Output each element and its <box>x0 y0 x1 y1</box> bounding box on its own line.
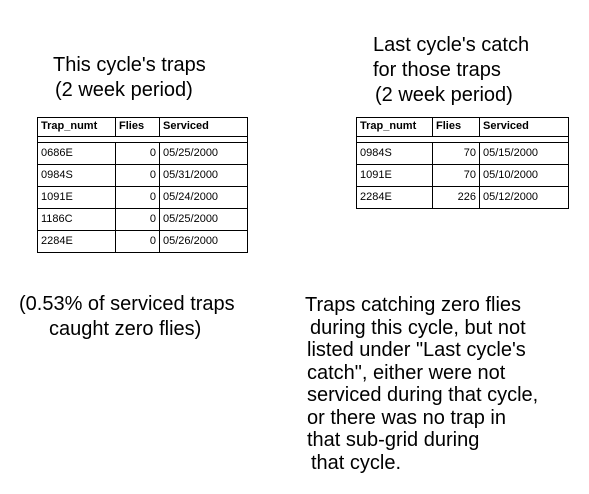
trap-number-cell: 1091E <box>357 165 433 186</box>
table-header <box>357 118 568 137</box>
flies-cell: 0 <box>116 143 160 164</box>
heading-line: for those traps <box>373 59 501 81</box>
trap-number-cell: 1186C <box>38 209 116 230</box>
flies-cell: 226 <box>433 187 480 208</box>
table-row[interactable] <box>38 231 247 252</box>
last-cycle-heading <box>373 33 529 108</box>
column-header-serviced[interactable]: Serviced <box>163 120 209 132</box>
note-line: Traps catching zero flies <box>305 294 522 316</box>
trap-number-cell: 2284E <box>357 187 433 208</box>
note-line: listed under "Last cycle's <box>307 339 526 361</box>
column-header-serviced[interactable]: Serviced <box>483 120 529 132</box>
note-line: (0.53% of serviced traps <box>19 293 235 315</box>
trap-number-cell: 0984S <box>38 165 116 186</box>
serviced-date-cell: 05/26/2000 <box>163 235 219 247</box>
column-header-flies[interactable]: Flies <box>433 118 480 136</box>
note-line: or there was no trap in <box>307 406 506 429</box>
trap-number-cell: 2284E <box>38 231 116 252</box>
note-line: serviced during that cycle, <box>307 384 539 406</box>
heading-line: Last cycle's catch <box>373 34 530 56</box>
flies-cell: 0 <box>116 209 160 230</box>
table-row[interactable] <box>38 209 247 231</box>
this-cycle-heading <box>53 53 206 103</box>
table-row[interactable] <box>357 143 568 165</box>
heading-line: (2 week period) <box>375 84 513 106</box>
column-header-trap-number[interactable]: Trap_numt <box>38 118 116 136</box>
this-cycle-traps-table <box>37 117 248 253</box>
serviced-date-cell: 05/12/2000 <box>483 191 539 203</box>
trap-number-cell: 1091E <box>38 187 116 208</box>
heading-line: This cycle's traps <box>53 54 206 76</box>
table-row[interactable] <box>38 165 247 187</box>
last-cycle-catch-table <box>356 117 569 209</box>
serviced-date-cell: 05/10/2000 <box>483 169 539 181</box>
flies-cell: 0 <box>116 231 160 252</box>
trap-number-cell: 0984S <box>357 143 433 164</box>
explanation-note <box>305 294 538 474</box>
zero-flies-percentage-note <box>19 292 235 342</box>
serviced-date-cell: 05/25/2000 <box>163 147 219 159</box>
table-row[interactable] <box>357 165 568 187</box>
table-row[interactable] <box>38 187 247 209</box>
flies-cell: 0 <box>116 187 160 208</box>
note-line: that cycle. <box>311 451 402 474</box>
table-header <box>38 118 247 137</box>
serviced-date-cell: 05/15/2000 <box>483 147 539 159</box>
heading-line: (2 week period) <box>55 79 193 101</box>
serviced-date-cell: 05/25/2000 <box>163 213 219 225</box>
flies-cell: 0 <box>116 165 160 186</box>
flies-cell: 70 <box>433 165 480 186</box>
serviced-date-cell: 05/31/2000 <box>163 169 219 181</box>
column-header-trap-number[interactable]: Trap_numt <box>357 118 433 136</box>
table-row[interactable] <box>357 187 568 208</box>
note-line: that sub-grid during <box>307 429 480 451</box>
serviced-date-cell: 05/24/2000 <box>163 191 219 203</box>
flies-cell: 70 <box>433 143 480 164</box>
note-line: during this cycle, but not <box>310 316 526 339</box>
column-header-flies[interactable]: Flies <box>116 118 160 136</box>
trap-number-cell: 0686E <box>38 143 116 164</box>
note-line: caught zero flies) <box>49 318 202 340</box>
table-row[interactable] <box>38 143 247 165</box>
note-line: catch", either were not <box>307 361 506 384</box>
